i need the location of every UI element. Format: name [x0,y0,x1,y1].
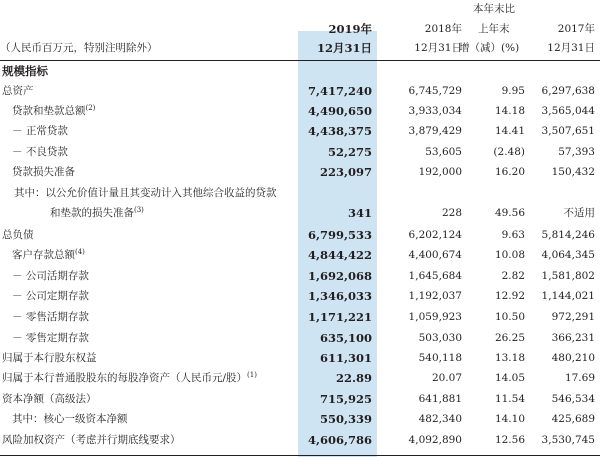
header-rule [0,60,600,61]
row-label-text: － 公司定期存款 [12,290,89,302]
cell-change: 14.18 [494,105,525,117]
cell-2017: 57,393 [558,146,595,158]
cell-2017: 366,231 [551,332,595,344]
row-label-text: 贷款和垫款总额 [12,105,86,117]
cell-2019: 341 [347,206,372,220]
cell-2018: 3,933,034 [408,105,462,117]
header-2018-date: 12月31日 [414,42,462,54]
cell-2019: 7,417,240 [307,84,372,98]
row-label [2,373,257,384]
header-change-line1: 本年末比 [473,3,515,15]
cell-change: 9.95 [501,85,525,97]
header-2017-year: 2017年 [557,23,595,35]
row-label [14,188,277,199]
cell-2017: 480,210 [551,352,595,364]
row-footnote-mark: (2) [85,104,96,112]
cell-2019: 4,490,650 [307,104,372,118]
cell-2018: 1,645,684 [408,270,462,282]
row-label-text: － 零售活期存款 [12,311,89,323]
cell-2018: 20.07 [431,372,462,384]
cell-2019: 52,275 [327,145,372,159]
row-label-text: 归属于本行普通股股东的每股净资产（人民币元/股） [2,372,248,384]
cell-2017: 3,565,044 [541,105,595,117]
cell-change: 14.05 [494,372,525,384]
cell-2019: 4,844,422 [307,248,372,262]
row-label [12,291,89,302]
cell-2018: 1,192,037 [408,290,462,302]
row-label-text: 和垫款的损失准备 [50,207,134,219]
row-label [2,394,97,405]
cell-2019: 635,100 [319,331,372,345]
cell-2017: 1,581,802 [541,270,595,282]
row-label [2,230,34,241]
cell-2019: 1,346,033 [307,289,372,303]
row-label-text: 归属于本行股东权益 [2,352,97,364]
cell-2018: 1,059,923 [408,311,462,323]
cell-2019: 223,097 [319,165,372,179]
cell-2018: 4,400,674 [408,249,462,261]
cell-2017: 1,144,021 [541,290,595,302]
row-label [2,435,181,446]
row-label [12,126,68,137]
cell-2018: 53,605 [425,146,462,158]
cell-2018: 3,879,429 [408,125,462,137]
row-label [12,333,89,344]
cell-2017: 150,432 [551,166,595,178]
cell-2018: 503,030 [418,332,462,344]
cell-2018: 192,000 [418,166,462,178]
row-label-text: 其中：以公允价值计量且其变动计入其他综合收益的贷款 [14,187,277,199]
cell-2018: 228 [441,207,462,219]
cell-2019: 4,438,375 [307,124,372,138]
row-label [12,106,95,117]
row-label [12,271,89,282]
row-label [50,208,144,219]
cell-change: 14.41 [494,125,525,137]
cell-2019: 1,692,068 [307,269,372,283]
cell-change: 13.18 [494,352,525,364]
cell-2017: 不适用 [563,207,595,219]
row-label-text: 资本净额（高级法） [2,393,97,405]
row-label-text: 总资产 [2,85,34,97]
header-change-line2: 上年末 [478,23,510,35]
cell-2019: 6,799,533 [307,228,372,242]
cell-2019: 715,925 [319,392,372,406]
row-label-text: － 公司活期存款 [12,270,89,282]
header-2018-year: 2018年 [424,23,462,35]
row-label [12,312,89,323]
cell-2017: 5,814,246 [541,229,595,241]
cell-2017: 4,064,345 [541,249,595,261]
row-label-text: 贷款损失准备 [12,166,75,178]
header-2019-date: 12月31日 [316,41,372,55]
row-label [12,167,75,178]
row-label-text: 客户存款总额 [12,249,75,261]
cell-change: 11.54 [494,393,525,405]
row-label [2,86,34,97]
cell-2019: 550,339 [319,412,372,426]
row-footnote-mark: (3) [134,206,144,214]
row-label-text: － 不良贷款 [12,146,68,158]
cell-2018: 4,092,890 [408,434,462,446]
cell-2019: 22.89 [335,371,372,385]
cell-change: 10.08 [494,249,525,261]
cell-change: 9.63 [501,229,525,241]
cell-2017: 6,297,638 [541,85,595,97]
cell-2017: 425,689 [551,413,595,425]
row-footnote-mark: (4) [75,248,85,256]
cell-2017: 546,534 [551,393,595,405]
cell-2017: 3,507,651 [541,125,595,137]
cell-change: 10.50 [494,311,525,323]
row-label [12,250,85,261]
cell-2018: 641,881 [418,393,462,405]
unit-note: （人民币百万元，特别注明除外） [0,42,158,54]
cell-2018: 6,202,124 [408,229,462,241]
row-label [12,147,68,158]
cell-change: (2.48) [493,146,525,158]
cell-2018: 540,118 [418,352,462,364]
row-label [2,353,97,364]
cell-2017: 972,291 [551,311,595,323]
row-label-text: － 零售定期存款 [12,332,89,344]
bottom-rule [0,455,600,456]
cell-2019: 1,171,221 [307,310,372,324]
cell-change: 14.10 [494,413,525,425]
cell-2018: 482,340 [418,413,462,425]
cell-change: 12.92 [494,290,525,302]
row-label-text: － 正常贷款 [12,125,68,137]
header-2019-year: 2019年 [328,22,372,36]
cell-2019: 4,606,786 [307,433,372,447]
cell-2017: 3,530,745 [541,434,595,446]
row-label-text: 总负债 [2,229,34,241]
section-title: 规模指标 [2,64,48,78]
cell-2018: 6,745,729 [408,85,462,97]
cell-change: 26.25 [494,332,525,344]
cell-change: 16.20 [494,166,525,178]
cell-change: 49.56 [494,207,525,219]
header-2017-date: 12月31日 [547,42,595,54]
header-change-line3: 增（减）(%) [459,42,520,54]
cell-2017: 17.69 [564,372,595,384]
cell-change: 2.82 [501,270,525,282]
cell-change: 12.56 [494,434,525,446]
row-label-text: 其中：核心一级资本净额 [12,413,128,425]
row-label [12,414,128,425]
row-footnote-mark: (1) [247,371,257,379]
row-label-text: 风险加权资产（考虑并行期底线要求） [2,434,181,446]
cell-2019: 611,301 [319,351,372,365]
